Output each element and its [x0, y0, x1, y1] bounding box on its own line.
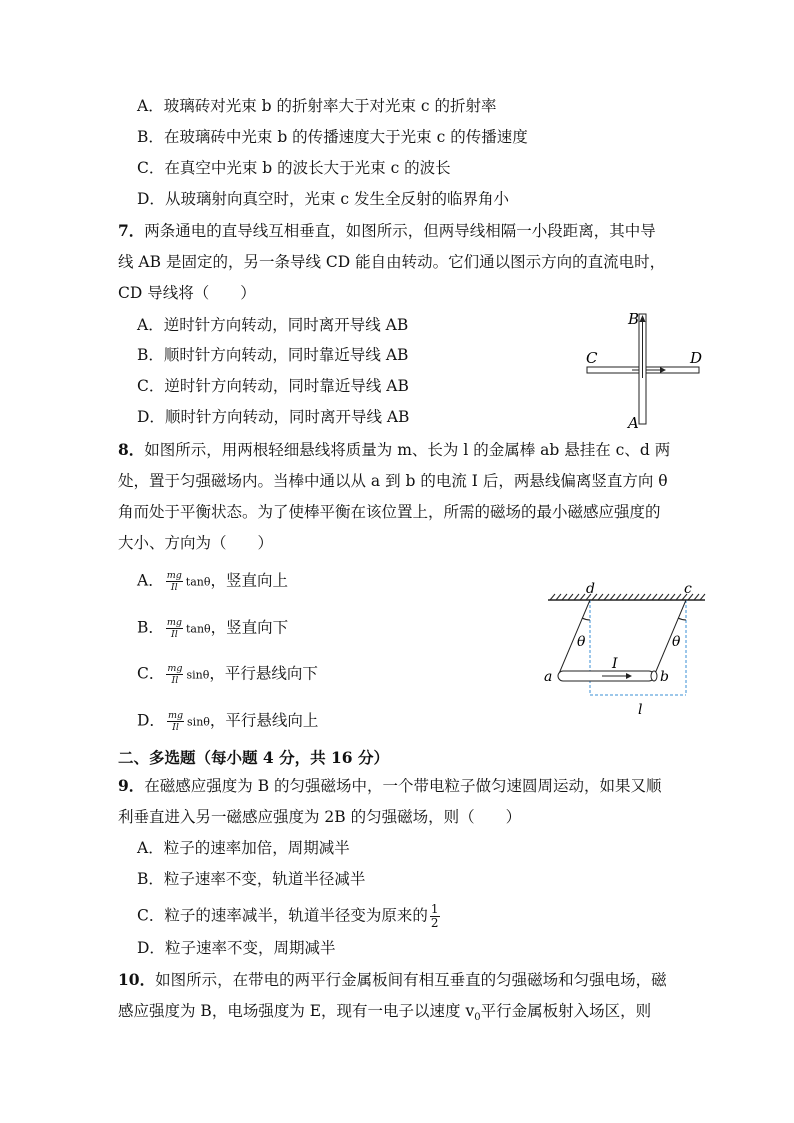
label-i: I — [612, 656, 618, 672]
q8-figure-suspended-rod — [540, 580, 710, 720]
label-c: c — [684, 581, 692, 597]
label-theta-right: θ — [672, 634, 681, 650]
q10-stem-line2: 感应强度为 B，电场强度为 E，现有一电子以速度 $v_0$平行金属板射入场区，则 — [118, 1002, 652, 1024]
q9-stem-line1: 9．在磁感应强度为 B 的匀强磁场中，一个带电粒子做匀速圆周运动，如果又顺 — [118, 776, 662, 795]
q6-option-d: D．从玻璃射向真空时，光束 c 发生全反射的临界角小 — [137, 190, 509, 208]
fraction-mg-il: $\frac{mg}{Il}$ — [166, 617, 182, 640]
thread-c — [654, 600, 686, 676]
q7-option-b: B．顺时针方向转动，同时靠近导线 AB — [137, 346, 409, 364]
q9-stem-line2: 利垂直进入另一磁感应强度为 2B 的匀强磁场，则（ ） — [118, 808, 522, 826]
q7-figure-crossed-wires — [580, 308, 710, 432]
fraction-mg-il: $\frac{mg}{Il}$ — [167, 663, 183, 686]
q6-option-b: B．在玻璃砖中光束 b 的传播速度大于光束 c 的传播速度 — [137, 128, 528, 146]
q6-option-c: C．在真空中光束 b 的波长大于光束 c 的波长 — [137, 159, 451, 177]
label-c: C — [586, 349, 598, 367]
q8-option-b: B． $\frac{mg}{Il}$ tanθ，竖直向下 — [137, 617, 289, 640]
label-theta-left: θ — [577, 634, 586, 650]
label-a: a — [544, 669, 553, 685]
ceiling-hatch — [550, 594, 705, 600]
label-b: b — [660, 669, 669, 685]
q8-stem-line3: 角而处于平衡状态。为了使棒平衡在该位置上，所需的磁场的最小磁感应强度的 — [118, 503, 661, 521]
q8-option-a: A． $\frac{mg}{Il}$ tanθ，竖直向上 — [137, 570, 288, 593]
fraction-one-half: $\frac{1}{2}$ — [430, 902, 439, 930]
fraction-mg-il: $\frac{mg}{Il}$ — [166, 570, 182, 593]
label-a: A — [628, 414, 639, 432]
q9-option-a: A．粒子的速率加倍，周期减半 — [137, 839, 350, 857]
q8-stem-line1: 8．如图所示，用两根轻细悬线将质量为 m、长为 l 的金属棒 ab 悬挂在 c、d 两 — [118, 440, 671, 459]
q7-option-d: D．顺时针方向转动，同时离开导线 AB — [137, 408, 410, 426]
q7-stem-line2: 线 AB 是固定的，另一条导线 CD 能自由转动。它们通以图示方向的直流电时， — [118, 253, 666, 271]
label-l: l — [638, 702, 643, 718]
q9-option-c: C．粒子的速率减半，轨道半径变为原来的 $\frac{1}{2}$ — [137, 902, 439, 930]
fraction-mg-il: $\frac{mg}{Il}$ — [167, 710, 184, 733]
q8-stem-line2: 处，置于匀强磁场内。当棒中通以从 a 到 b 的电流 I 后，两悬线偏离竖直方向 θ — [118, 472, 668, 490]
label-d: D — [690, 349, 703, 367]
section-title-multiple-choice: 二、多选题（每小题 4 分，共 16 分） — [118, 748, 389, 767]
q8-option-c: C． $\frac{mg}{Il}$ sinθ，平行悬线向下 — [137, 663, 318, 686]
q7-option-c: C．逆时针方向转动，同时靠近导线 AB — [137, 377, 409, 395]
q8-option-d: D． $\frac{mg}{Il}$ sinθ，平行悬线向上 — [137, 710, 319, 733]
q10-stem-line1: 10．如图所示，在带电的两平行金属板间有相互垂直的匀强磁场和匀强电场，磁 — [118, 970, 667, 989]
q6-option-a: A．玻璃砖对光束 b 的折射率大于对光束 c 的折射率 — [137, 97, 497, 115]
q7-stem-line3: CD 导线将（ ） — [118, 284, 256, 302]
q7-option-a: A．逆时针方向转动，同时离开导线 AB — [137, 316, 409, 334]
q9-option-d: D．粒子速率不变，周期减半 — [137, 939, 336, 957]
label-b: B — [628, 310, 640, 328]
q8-stem-line4: 大小、方向为（ ） — [118, 534, 274, 552]
label-d: d — [586, 581, 595, 597]
q9-option-b: B．粒子速率不变，轨道半径减半 — [137, 870, 366, 888]
q7-stem-line1: 7．两条通电的直导线互相垂直，如图所示，但两导线相隔一小段距离，其中导 — [118, 221, 656, 240]
